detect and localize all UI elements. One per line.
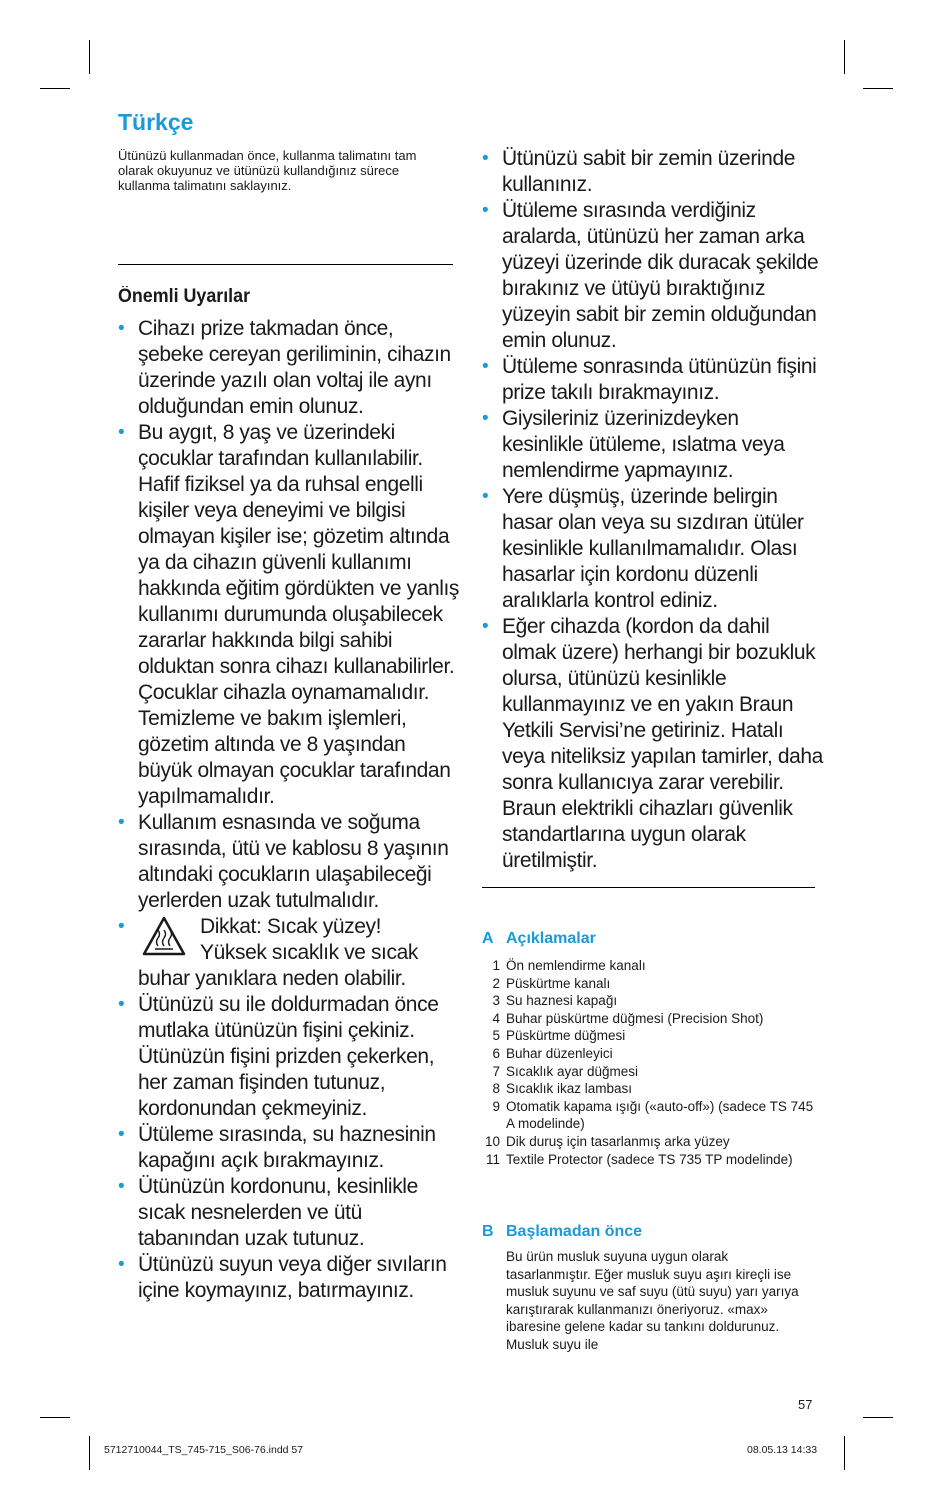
list-item: • Giysileriniz üzerinizdeyken kesinlikle ütüleme, ıslatma veya nemlendirme yapmayınız. [482,407,785,482]
crop-mark [89,40,90,74]
list-item: 10 Dik duruş için tasarlanmış arka yüzey [484,1133,730,1149]
list-item: 3 Su haznesi kapağı [492,993,618,1009]
crop-mark [40,1417,70,1418]
section-b-heading [482,1222,642,1242]
list-item: • Kullanım esnasında ve soğuma sırasında, ütü ve kablosu 8 yaşının altındaki çocukların ulaşabileceği yerlerden uzak tutulmalıdır. [118,811,449,912]
page-number: 57 [798,1397,813,1412]
parts-list [481,957,821,1168]
list-item: 4 Buhar püskürtme düğmesi (Precision Shot) [492,1010,764,1026]
list-item: • Yere düşmüş, üzerinde belirgin hasar olan veya su sızdıran ütüler kesinlikle kullanılmamalıdır. Olası hasarlar için kordonu düzenli aralıklarla kontrol ediniz. [482,485,804,612]
crop-mark [863,88,893,89]
list-item: 8 Sıcaklık ikaz lambası [492,1081,633,1097]
language-header [118,108,458,193]
section-b-text: Bu ürün musluk suyuna uygun olarak tasarlanmıştır. Eğer musluk suyu aşırı kireçli ise musluk suyunu ve saf suyu (ütü suyu) yarı yarıya karıştırarak kullanmanızı öneriyoruz. «max» ibaresine gelene kadar su tankını doldurunuz. Musluk suyu ile [506,1249,799,1352]
list-item: 1 Ön nemlendirme kanalı [492,958,646,973]
list-item: • Ütüleme sırasında, su haznesinin kapağını açık bırakmayınız. [118,1123,436,1172]
list-item: • Ütünüzü sabit bir zemin üzerinde kullanınız. [482,147,796,196]
list-item: • Ütünüzü su ile doldurmadan önce mutlaka ütünüzün fişini çekiniz. Ütünüzün fişini prizden çekerken, her zaman fişinden tutunuz, kordonundan çekmeyiniz. [118,993,439,1120]
bullet-icon: • [118,812,125,833]
list-item: 11 Textile Protector (sadece TS 735 TP modelinde) [485,1151,793,1167]
bullet-icon: • [118,1124,125,1145]
crop-mark [40,88,70,89]
section-title: Başlamadan önce [506,1223,643,1240]
bullet-icon: • [482,486,489,507]
list-item: • Eğer cihazda (kordon da dahil olmak üzere) herhangi bir bozukluk olursa, ütünüzü kesinlikle kullanmayınız ve en yakın Braun Yetkili Servisi’ne getiriniz. Hatalı veya niteliksiz yapılan tamirler, daha sonra kullanıcıya zarar verebilir. Braun elektrikli cihazları güvenlik standartlarına uygun olarak üretilmiştir. [482,615,823,872]
page-title: Türkçe [118,109,194,135]
bullet-icon: • [482,200,489,221]
list-item: • Ütüleme sırasında verdiğiniz aralarda, ütünüzü her zaman arka yüzeyi üzerinde dik duracak şekilde bırakınız ve ütüyü bıraktığınız yüzeyin sabit bir zemin olduğundan emin olunuz. [482,199,819,352]
hot-surface-warning-icon [142,916,186,956]
bullet-icon: • [118,422,125,443]
divider [118,264,453,265]
section-a-heading [482,929,596,949]
bullet-icon: • [118,1176,125,1197]
crop-mark [844,1436,845,1470]
hot-surface-warning [118,914,463,992]
list-item: • Ütünüzün kordonunu, kesinlikle sıcak nesnelerden ve ütü tabanından uzak tutunuz. [118,1175,418,1250]
section-title: Açıklamalar [506,930,596,947]
footer-file: 5712710044_TS_745-715_S06-76.indd 57 [104,1444,304,1456]
crop-mark [89,1436,90,1470]
warnings-heading: Önemli Uyarılar [118,286,251,307]
bullet-icon: • [482,148,489,169]
bullet-icon: • [482,616,489,637]
list-item: 5 Püskürtme düğmesi [492,1028,626,1044]
intro-text: Ütünüzü kullanmadan önce, kullanma talimatını tam olarak okuyunuz ve ütünüzü kullandığınız sürece kullanma talimatını saklayınız. [118,148,417,193]
divider [482,887,815,888]
crop-mark [844,40,845,74]
bullet-icon: • [118,318,125,339]
list-item: 6 Buhar düzenleyici [492,1045,613,1061]
bullet-icon: • [118,916,125,937]
list-item: • Ütüleme sonrasında ütünüzün fişini prize takılı bırakmayınız. [482,355,817,404]
warnings-list-right [482,146,824,874]
list-item: 7 Sıcaklık ayar düğmesi [492,1063,639,1079]
warnings-list-left [118,316,463,1304]
list-item: • Cihazı prize takmadan önce, şebeke cereyan geriliminin, cihazın üzerinde yazılı olan voltaj ile aynı olduğundan emin olunuz. [118,317,451,418]
section-letter: B [482,1223,494,1240]
hot-surface-line: Yüksek sıcaklık ve sıcak [200,941,418,964]
bullet-icon: • [118,994,125,1015]
bullet-icon: • [118,1254,125,1275]
list-item: 9 Otomatik kapama ışığı («auto-off») (sadece TS 745 A modelinde) [492,1098,814,1132]
hot-surface-line: buhar yanıklara neden olabilir. [138,967,406,990]
section-letter: A [482,930,494,947]
list-item: • Ütünüzü suyun veya diğer sıvıların içine koymayınız, batırmayınız. [118,1253,447,1302]
footer-datetime: 08.05.13 14:33 [747,1444,818,1456]
hot-surface-line: Dikkat: Sıcak yüzey! [200,915,382,938]
bullet-icon: • [482,356,489,377]
crop-mark [863,1417,893,1418]
list-item: 2 Püskürtme kanalı [492,975,611,991]
bullet-icon: • [482,408,489,429]
list-item: • Bu aygıt, 8 yaş ve üzerindeki çocuklar tarafından kullanılabilir. Hafif fiziksel ya da ruhsal engelli kişiler veya deneyimi ve bilgisi olmayan kişiler ise; gözetim altında ya da cihazın güvenli kullanımı hakkında eğitim gördükten ve yanlış kullanımı durumunda oluşabilecek zararlar hakkında bilgi sahibi olduktan sonra cihazı kullanabilirler. Çocuklar cihazla oynamamalıdır. Temizleme ve bakım işlemleri, gözetim altında ve 8 yaşından büyük olmayan çocuklar tarafından yapılmamalıdır. [118,421,460,808]
